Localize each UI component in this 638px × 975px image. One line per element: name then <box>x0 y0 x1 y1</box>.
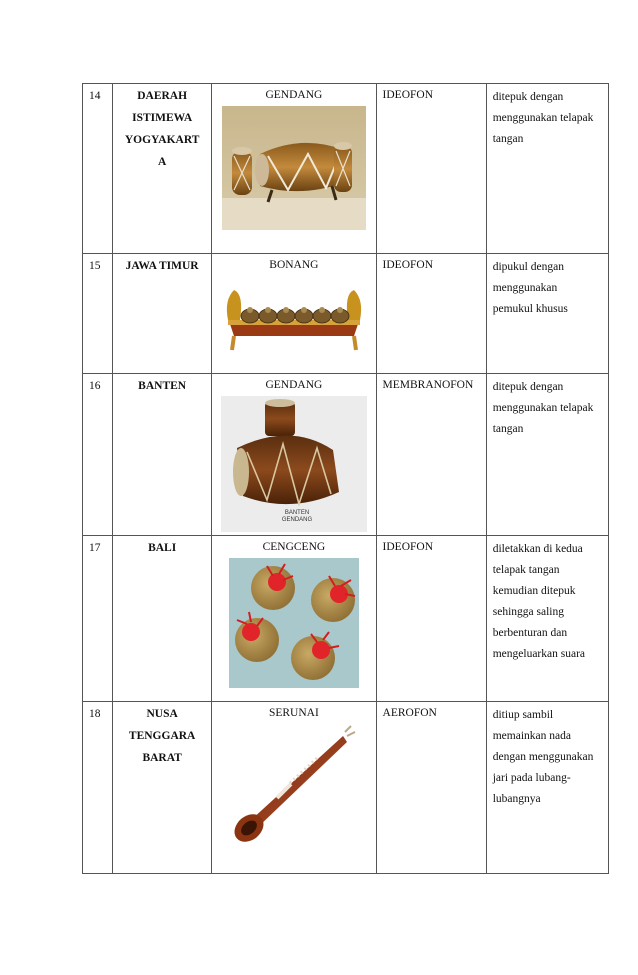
table-row <box>83 84 609 254</box>
play-description: ditepuk dengan menggunakan telapak tangan <box>492 381 594 435</box>
play-description: ditepuk dengan menggunakan telapak tangan <box>492 91 594 145</box>
row-number: 17 <box>89 542 101 554</box>
gendang-photo <box>222 106 366 230</box>
instrument-type: IDEOFON <box>382 259 434 271</box>
play-description: dipukul dengan menggunakan pemukul khusus <box>492 261 568 315</box>
region-name: DAERAH ISTIMEWA YOGYAKART A <box>124 90 200 168</box>
row-number: 16 <box>89 380 101 392</box>
play-description: diletakkan di kedua telapak tangan kemudian ditepuk sehingga saling berbenturan dan mengeluarkan suara <box>492 543 586 660</box>
photo-caption: GENDANG <box>281 517 313 523</box>
row-number: 15 <box>89 260 101 272</box>
table-row <box>83 254 609 374</box>
instrument-name: GENDANG <box>265 379 323 391</box>
region-name: NUSA TENGGARA BARAT <box>128 708 196 764</box>
serunai-photo <box>227 724 361 850</box>
row-number: 18 <box>89 708 101 720</box>
region-name: BANTEN <box>138 380 187 392</box>
instrument-type: MEMBRANOFON <box>382 379 474 391</box>
gendang-banten-photo <box>221 396 367 532</box>
cengceng-photo <box>229 558 359 688</box>
instrument-table <box>82 83 609 874</box>
instrument-name: BONANG <box>269 259 319 271</box>
instrument-type: IDEOFON <box>382 541 434 553</box>
row-number: 14 <box>89 90 101 102</box>
play-description: ditiup sambil memainkan nada dengan menggunakan jari pada lubang- lubangnya <box>492 709 594 805</box>
instrument-name: CENGCENG <box>262 541 326 553</box>
instrument-name: SERUNAI <box>268 707 319 719</box>
bonang-photo <box>222 276 366 354</box>
table-row <box>83 702 609 874</box>
table-row <box>83 374 609 536</box>
instrument-type: IDEOFON <box>382 89 434 101</box>
photo-caption: BANTEN <box>284 510 310 516</box>
region-name: JAWA TIMUR <box>125 260 199 272</box>
table-row <box>83 536 609 702</box>
region-name: BALI <box>148 542 177 554</box>
instrument-type: AEROFON <box>382 707 437 719</box>
instrument-name: GENDANG <box>265 89 323 101</box>
